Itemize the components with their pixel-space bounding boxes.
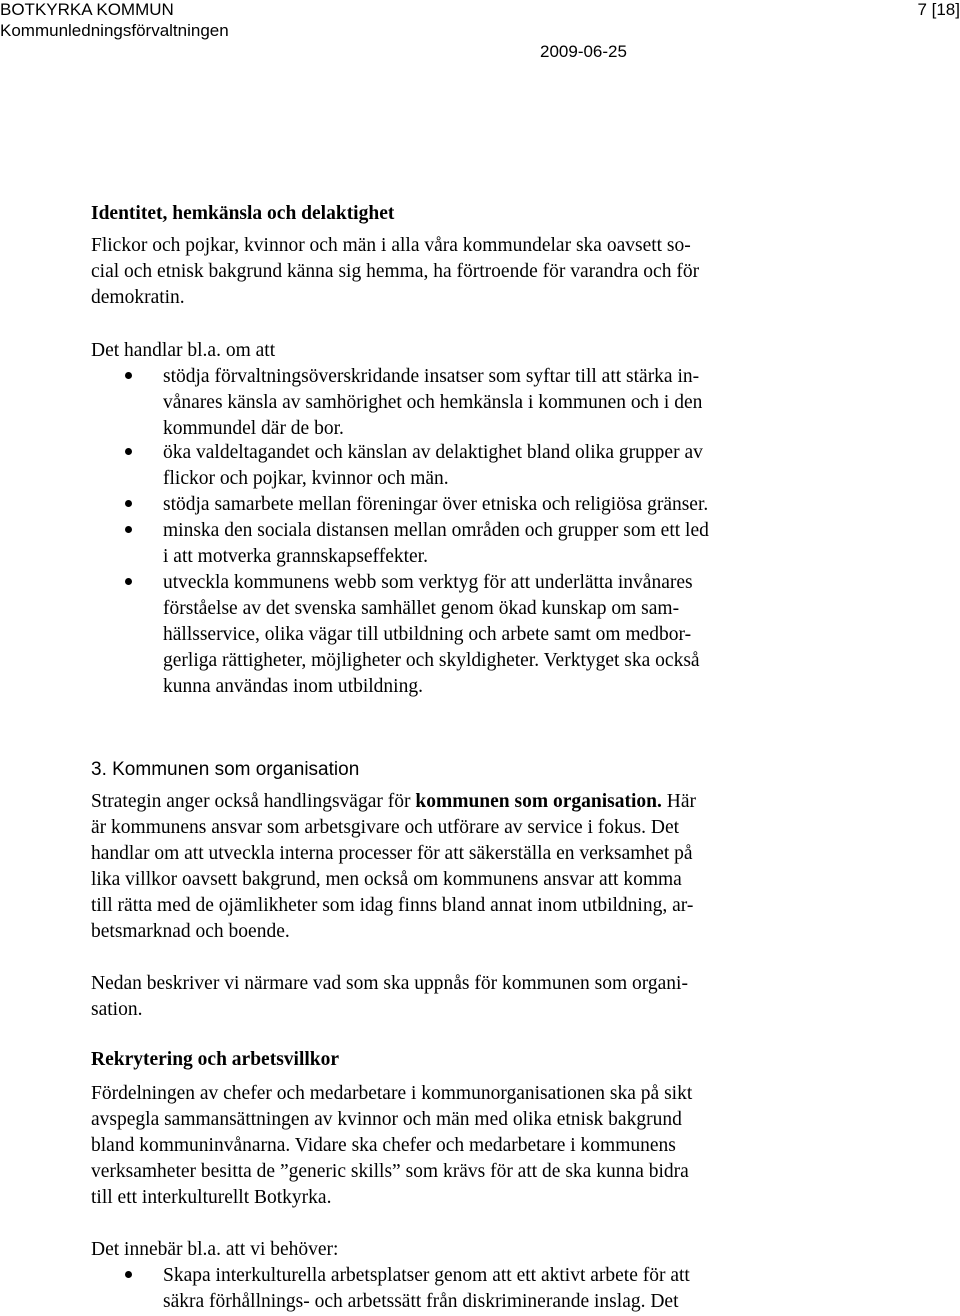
paragraph-line: betsmarknad och boende. (91, 921, 290, 942)
paragraph-line: till rätta med de ojämlikheter som idag finns bland annat inom utbildning, ar- (91, 895, 694, 916)
list-item-line: kunna användas inom utbildning. (163, 676, 423, 697)
list-item-line: vånares känsla av samhörighet och hemkänsla i kommunen och i den (163, 392, 703, 413)
list-item-line: Skapa interkulturella arbetsplatser genom att ett aktivt arbete för att (163, 1265, 690, 1286)
list-item-line: förståelse av det svenska samhället genom ökad kunskap om sam- (163, 598, 680, 619)
paragraph-line: verksamheter besitta de ”generic skills” som krävs för att de ska kunna bidra (91, 1161, 689, 1182)
list-item-line: stödja samarbete mellan föreningar över etniska och religiösa gränser. (163, 494, 709, 515)
list-item-line: flickor och pojkar, kvinnor och män. (163, 468, 449, 489)
list-lead-text: Det handlar bl.a. om att (91, 340, 276, 361)
page-number: 7 [18] (917, 0, 960, 19)
bullet-icon (125, 372, 132, 379)
paragraph-line: cial och etnisk bakgrund känna sig hemma, ha förtroende för varandra och för (91, 261, 700, 282)
list-lead-text: Det innebär bl.a. att vi behöver: (91, 1239, 339, 1260)
paragraph-text: Strategin anger också handlingsvägar för (91, 791, 416, 812)
document-date: 2009-06-25 (540, 42, 627, 61)
paragraph-line: Nedan beskriver vi närmare vad som ska uppnås för kommunen som organi- (91, 973, 688, 994)
list-item-line: hällsservice, olika vägar till utbildning och arbete samt om medbor- (163, 624, 692, 645)
org-name: BOTKYRKA KOMMUN (0, 0, 174, 19)
emphasis-text: kommunen som organisation. (415, 791, 662, 812)
paragraph-line: lika villkor oavsett bakgrund, men också om kommunens ansvar att komma (91, 869, 682, 890)
bullet-icon (125, 578, 132, 585)
paragraph-line: till ett interkulturellt Botkyrka. (91, 1187, 332, 1208)
bullet-icon (125, 500, 132, 507)
paragraph-line: avspegla sammansättningen av kvinnor och män med olika etnisk bakgrund (91, 1109, 682, 1130)
list-item-line: öka valdeltagandet och känslan av delaktighet bland olika grupper av (163, 442, 703, 463)
list-item-line: utveckla kommunens webb som verktyg för att underlätta invånares (163, 572, 693, 593)
list-item-line: kommundel där de bor. (163, 418, 344, 439)
list-item-line: gerliga rättigheter, möjligheter och skyldigheter. Verktyget ska också (163, 650, 700, 671)
paragraph-line: demokratin. (91, 287, 185, 308)
paragraph-line (91, 789, 696, 815)
paragraph-line: Fördelningen av chefer och medarbetare i kommunorganisationen ska på sikt (91, 1083, 693, 1104)
department-name: Kommunledningsförvaltningen (0, 21, 229, 40)
section-heading-recruitment: Rekrytering och arbetsvillkor (91, 1049, 340, 1070)
paragraph-line: är kommunens ansvar som arbetsgivare och utförare av service i fokus. Det (91, 817, 680, 838)
list-item-line: minska den sociala distansen mellan områden och grupper som ett led (163, 520, 709, 541)
paragraph-line: sation. (91, 999, 143, 1020)
paragraph-line: handlar om att utveckla interna processer för att säkerställa en verksamhet på (91, 843, 693, 864)
list-item-line: i att motverka grannskapseffekter. (163, 546, 428, 567)
list-item-line: säkra förhållnings- och arbetssätt från diskriminerande inslag. Det (163, 1291, 679, 1312)
section-heading-identity: Identitet, hemkänsla och delaktighet (91, 203, 395, 224)
paragraph-text: Här (661, 791, 696, 812)
paragraph-line: bland kommuninvånarna. Vidare ska chefer och medarbetare i kommunens (91, 1135, 676, 1156)
paragraph-line: Flickor och pojkar, kvinnor och män i alla våra kommundelar ska oavsett so- (91, 235, 691, 256)
bullet-icon (125, 1271, 132, 1278)
section-title-organisation: 3. Kommunen som organisation (91, 759, 360, 780)
list-item-line: stödja förvaltningsöverskridande insatser som syftar till att stärka in- (163, 366, 700, 387)
bullet-icon (125, 526, 132, 533)
bullet-icon (125, 448, 132, 455)
